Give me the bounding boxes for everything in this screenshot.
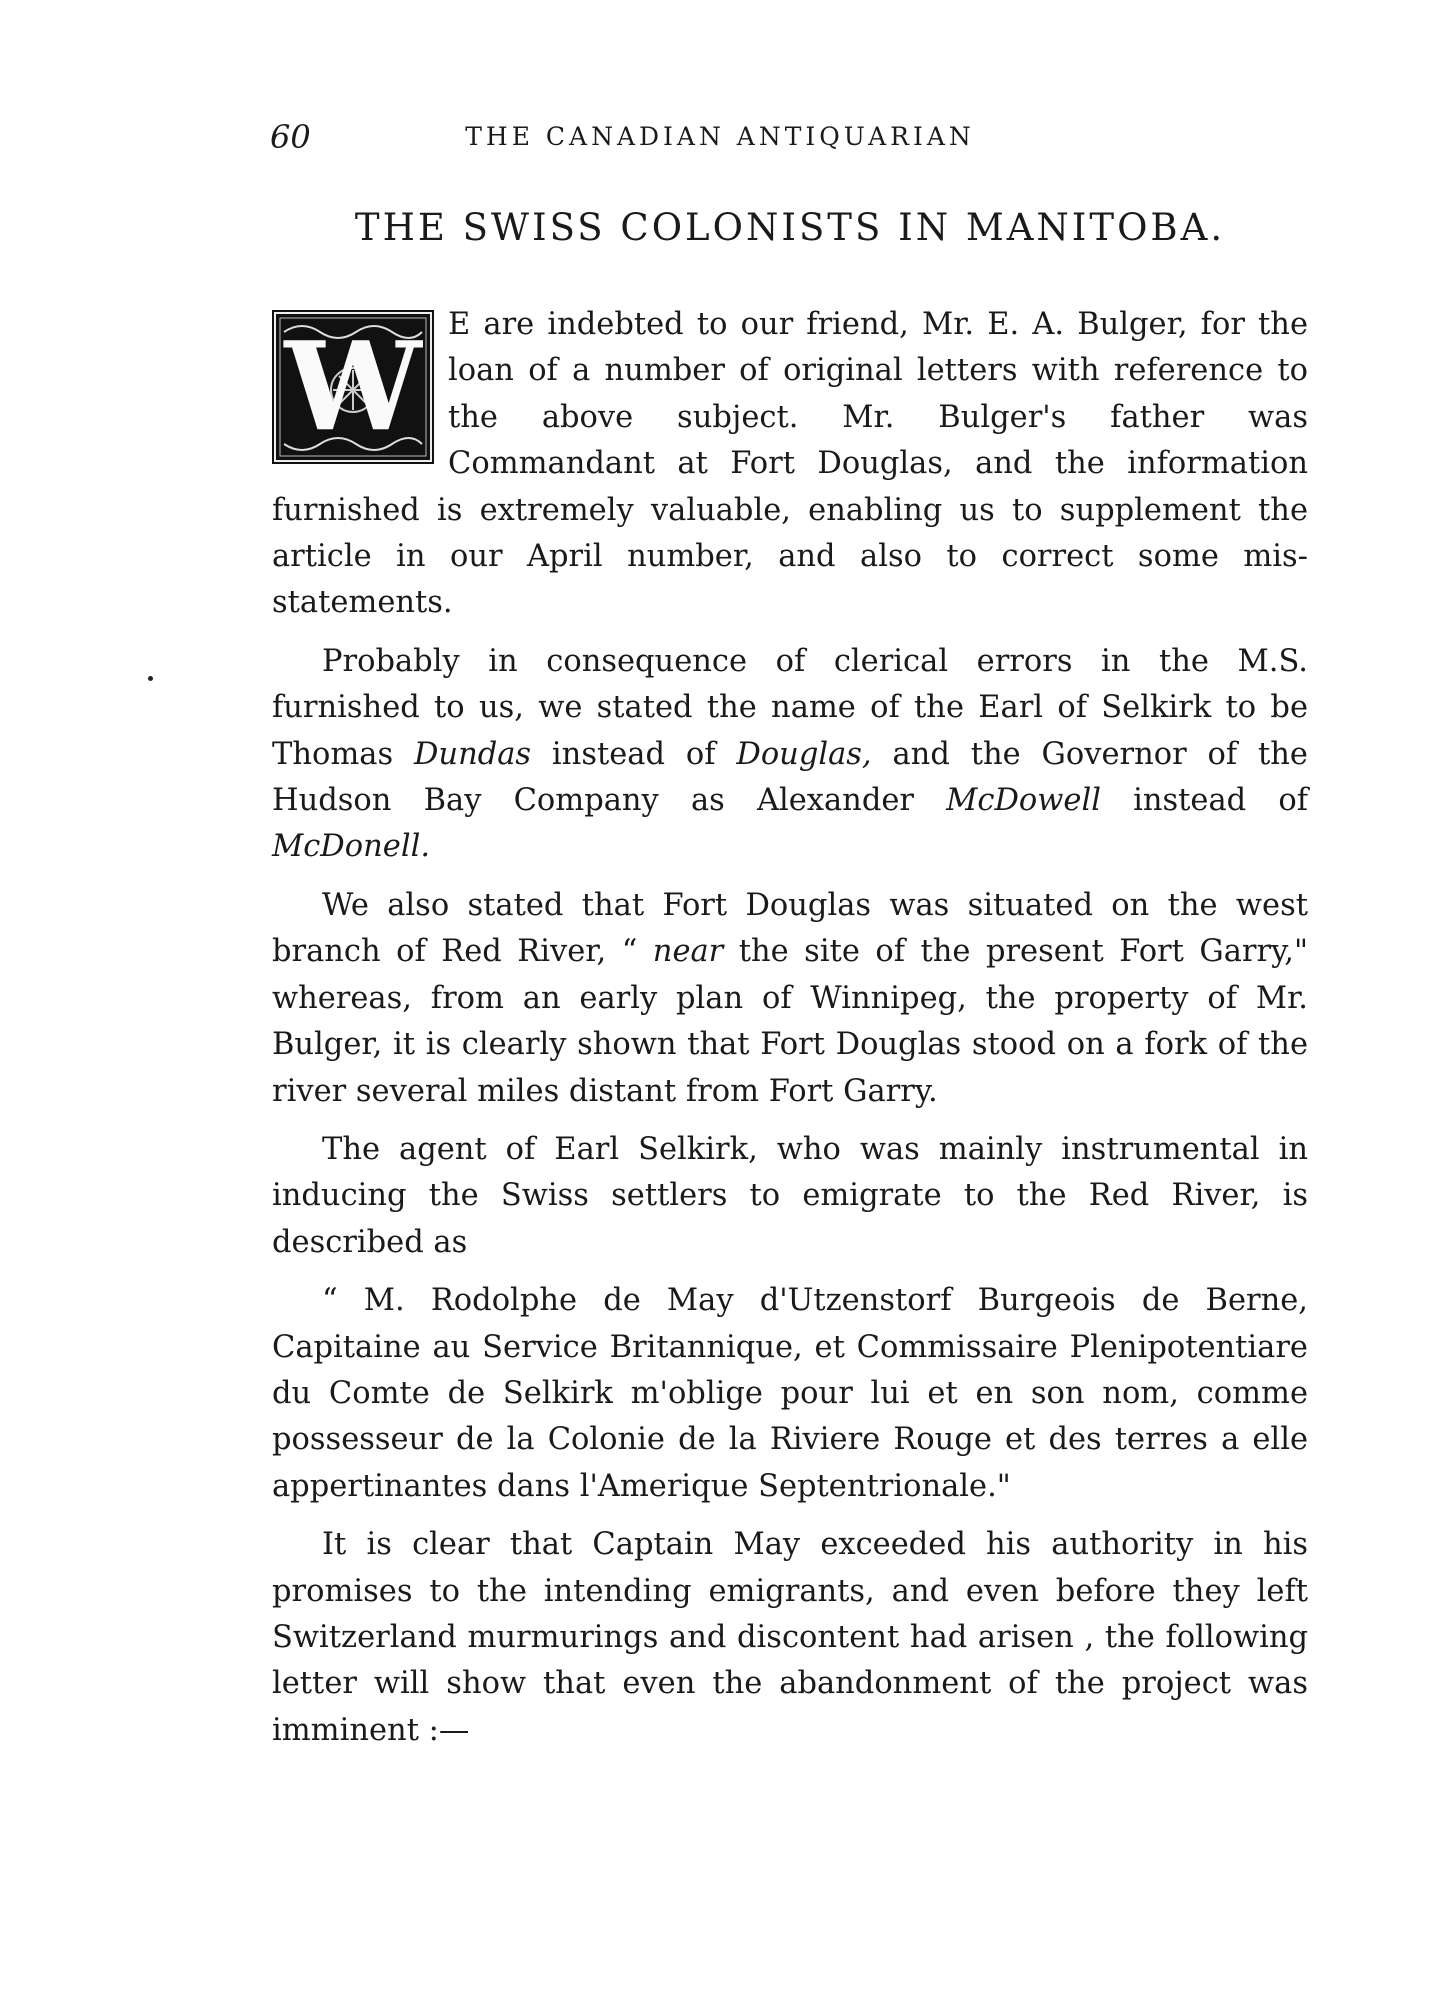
running-head (270, 118, 1170, 168)
paragraph-french-quote: “ M. Rodolphe de May d'Utzenstorf Burgeois de Berne, Capitaine au Service Britannique, et Commissaire Plenipotentiare du Comte de Selkirk m'oblige pour lui et en son nom, comme possesseur de la Colonie de la Riviere Rouge et des terres a elle appertinantes dans l'Amerique Septentrionale." (272, 1283, 1308, 1504)
page-number: 60 (270, 118, 311, 156)
italic-name-mcdonell: McDonell. (272, 829, 431, 865)
paragraph-agent: The agent of Earl Selkirk, who was mainly instrumental in inducing the Swiss settlers to emigrate to the Red River, is described as (272, 1131, 1308, 1260)
paragraph-intro: E are indebted to our friend, Mr. E. A. Bulger, for the loan of a number of original letters with reference to the above subject. Mr. Bulger's father was Commandant at Fort Douglas, and the information furnished is extremely valuable, enabling us to supplement the article in our April number, and also to correct some mis-statements. (272, 307, 1308, 621)
article-title: THE SWISS COLONISTS IN MANITOBA. (354, 206, 1226, 249)
text-run: instead of (531, 736, 737, 772)
paragraph-captain-may: It is clear that Captain May exceeded his authority in his promises to the intending emigrants, and even before they left Switzerland murmurings and discontent had arisen , the following letter will show that even the abandonment of the project was imminent :— (272, 1527, 1308, 1748)
italic-name-mcdowell: McDowell (946, 783, 1101, 819)
stray-ink-mark (148, 676, 153, 681)
italic-word-near: near (652, 934, 724, 970)
italic-name-douglas: Douglas, (736, 736, 872, 772)
article-body (272, 302, 1308, 1766)
ornamental-drop-cap (272, 310, 434, 464)
paragraph-errors (272, 639, 1308, 871)
text-run: Probably in consequence of clerical errors in the M.S. furnished to us, we stated the name of the Earl of Selkirk to be Thomas (272, 643, 1308, 772)
text-run: the site of the present Fort Garry," whereas, from an early plan of Winnipeg, the property of Mr. Bulger, it is clearly shown that Fort Douglas stood on a fork of the river several miles distant from Fort Garry. (272, 934, 1308, 1109)
journal-title: THE CANADIAN ANTIQUARIAN (465, 122, 975, 151)
text-run: We also stated that Fort Douglas was situated on the west branch of Red River, “ (272, 887, 1308, 970)
text-run: instead of (1100, 783, 1309, 819)
drop-cap-letter: W (284, 314, 422, 458)
italic-name-dundas: Dundas (413, 736, 532, 772)
text-run: and the Governor of the Hudson Bay Company as Alexander (272, 736, 1308, 819)
paragraph-fort-douglas (272, 883, 1308, 1115)
